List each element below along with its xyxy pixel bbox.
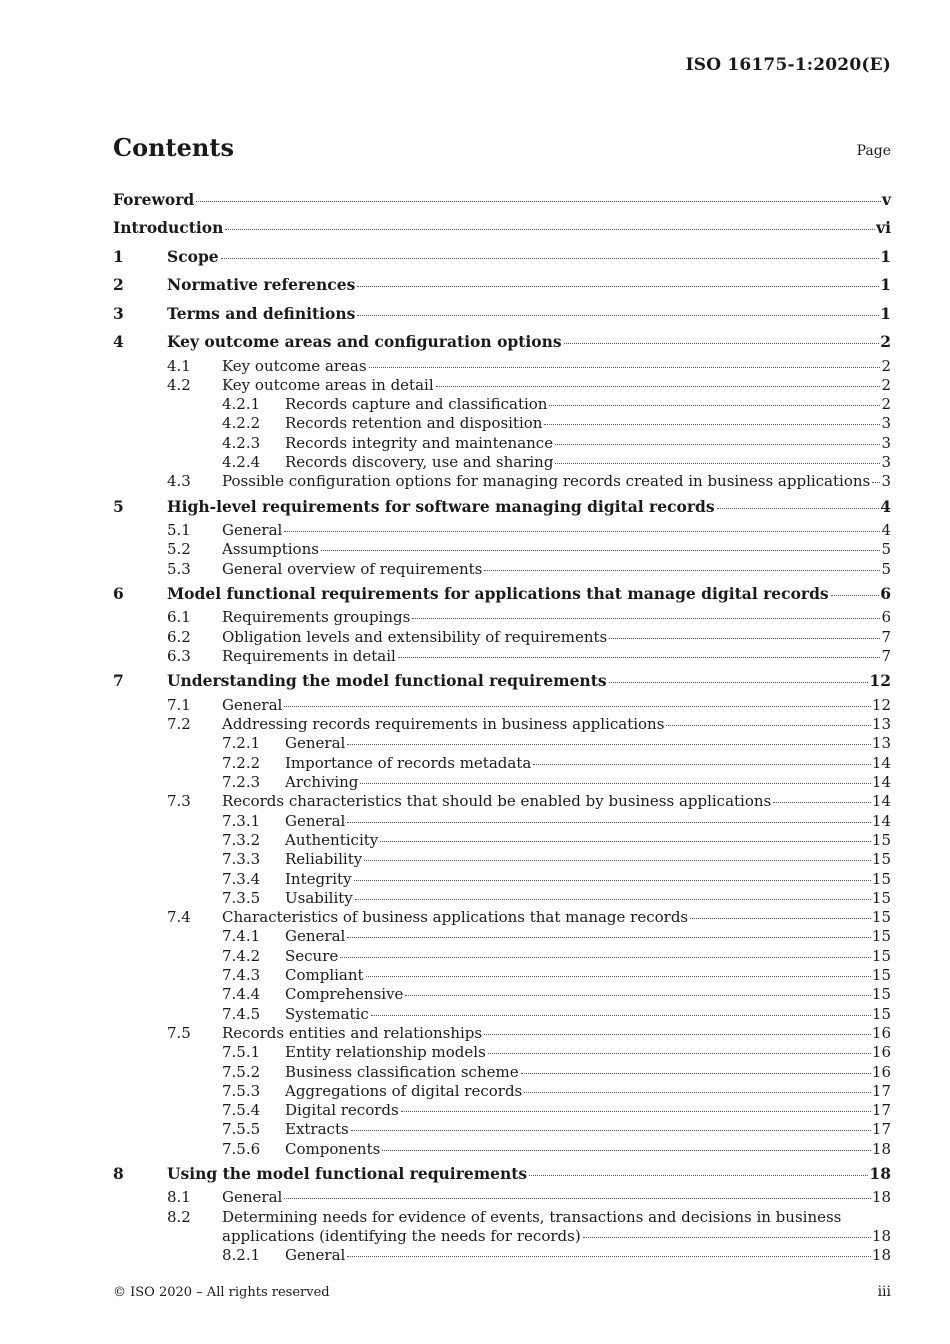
toc-entry-page: 3 — [881, 433, 891, 452]
toc-entry[interactable] — [113, 850, 891, 869]
toc-entry-title-continued: applications (identifying the needs for records) — [222, 1227, 581, 1246]
toc-entry[interactable] — [113, 966, 891, 985]
toc-entry-page: 2 — [881, 375, 891, 394]
dot-leader — [488, 1053, 871, 1054]
toc-entry-page: 1 — [880, 275, 891, 294]
dot-leader — [666, 725, 870, 726]
toc-entry-title: General — [222, 1188, 283, 1207]
toc-entry[interactable] — [113, 696, 891, 715]
toc-entry-title: Terms and definitions — [167, 303, 356, 323]
toc-entry[interactable] — [113, 647, 891, 666]
toc-entry-page: 14 — [871, 753, 891, 772]
dot-leader — [221, 258, 880, 259]
toc-entry-page: 15 — [871, 908, 891, 927]
dot-leader — [529, 1175, 868, 1176]
dot-leader — [412, 618, 880, 619]
dot-leader — [398, 657, 881, 658]
toc-entry[interactable] — [113, 328, 891, 357]
toc-entry-page: v — [881, 190, 891, 209]
toc-entry-page: 15 — [871, 869, 891, 888]
toc-entry-title: Assumptions — [222, 540, 319, 559]
toc-entry-number: 7.5.1 — [222, 1043, 261, 1062]
toc-entry-title: High-level requirements for software managing digital records — [167, 496, 715, 516]
toc-entry[interactable] — [113, 1063, 891, 1082]
toc-entry-page: 5 — [881, 540, 891, 559]
dot-leader — [564, 343, 880, 344]
toc-entry-title: Records characteristics that should be enabled by business applications — [222, 792, 772, 811]
toc-entry[interactable] — [113, 521, 891, 540]
toc-entry-number: 4.2.2 — [222, 414, 261, 433]
toc-entry-page: 3 — [881, 414, 891, 433]
dot-leader — [609, 682, 869, 683]
dot-leader — [521, 1073, 871, 1074]
toc-entry-title: Possible configuration options for managing records created in business applications — [222, 472, 871, 491]
toc-entry[interactable] — [113, 472, 891, 491]
dot-leader — [533, 764, 871, 765]
dot-leader — [401, 1111, 871, 1112]
dot-leader — [555, 444, 880, 445]
dot-leader — [321, 550, 881, 551]
toc-entry-page: 6 — [881, 608, 891, 627]
toc-entry-page: 16 — [871, 1062, 891, 1081]
toc-entry-page: 14 — [871, 792, 891, 811]
dot-leader — [284, 706, 871, 707]
toc-entry-title: Model functional requirements for applications that manage digital records — [167, 583, 829, 603]
toc-entry[interactable] — [113, 453, 891, 472]
toc-entry-number: 7.5.3 — [222, 1081, 261, 1100]
toc-entry-number: 7.5.5 — [222, 1120, 261, 1139]
toc-entry-title: General — [285, 734, 346, 753]
toc-entry-page: 1 — [880, 246, 891, 266]
page-title: Contents — [113, 133, 234, 162]
toc-entry-number: 3 — [113, 303, 124, 323]
dot-leader — [436, 386, 881, 387]
toc-entry-page: 15 — [871, 1004, 891, 1023]
toc-entry-page: 18 — [871, 1188, 891, 1207]
dot-leader — [382, 1150, 871, 1151]
toc-entry-page: 13 — [871, 715, 891, 734]
toc-entry-title: General — [222, 521, 283, 540]
dot-leader — [609, 638, 880, 639]
toc-entry-page: 13 — [871, 734, 891, 753]
toc-entry-page: 3 — [881, 472, 891, 491]
toc-entry-page: 3 — [881, 452, 891, 471]
dot-leader — [555, 463, 880, 464]
toc-entry[interactable] — [113, 243, 891, 272]
toc-entry[interactable] — [113, 493, 891, 522]
toc-entry[interactable] — [113, 1101, 891, 1120]
toc-entry-number: 4.2.3 — [222, 433, 261, 452]
toc-entry-title: Records capture and classification — [285, 395, 548, 414]
toc-entry[interactable] — [113, 271, 891, 300]
toc-entry[interactable] — [113, 831, 891, 850]
toc-entry[interactable] — [113, 792, 891, 811]
dot-leader — [366, 976, 871, 977]
toc-entry-number: 5.2 — [167, 540, 191, 559]
dot-leader — [357, 315, 879, 316]
toc-entry-number: 7.4.5 — [222, 1004, 261, 1023]
toc-entry-number: 7.4.2 — [222, 946, 261, 965]
footer-page-number: iii — [877, 1284, 891, 1300]
toc-entry-number: 8.2 — [167, 1207, 191, 1226]
dot-leader — [549, 405, 880, 406]
toc-entry[interactable] — [113, 628, 891, 647]
toc-entry-number: 7.3.1 — [222, 811, 261, 830]
toc-entry[interactable] — [113, 560, 891, 579]
toc-entry-number: 7.3 — [167, 792, 191, 811]
toc-entry[interactable] — [113, 540, 891, 559]
toc-entry-page: 15 — [871, 946, 891, 965]
toc-entry-title: Aggregations of digital records — [285, 1081, 523, 1100]
toc-entry-page: 5 — [881, 559, 891, 578]
toc-entry-number: 4.2.4 — [222, 452, 261, 471]
toc-entry[interactable] — [113, 667, 891, 696]
toc-entry-title: Records integrity and maintenance — [285, 433, 554, 452]
document-id: ISO 16175-1:2020(E) — [685, 55, 891, 75]
toc-entry-title: Records retention and disposition — [285, 414, 543, 433]
toc-entry-page: 6 — [880, 583, 891, 603]
toc-entry-title: Archiving — [285, 773, 359, 792]
toc-entry[interactable] — [113, 1120, 891, 1139]
toc-entry-page: 18 — [871, 1227, 891, 1246]
dot-leader — [773, 802, 871, 803]
toc-entry-title: Comprehensive — [285, 985, 404, 1004]
toc-entry-page: 18 — [871, 1246, 891, 1265]
toc-entry[interactable] — [113, 947, 891, 966]
toc-entry[interactable] — [113, 754, 891, 773]
toc-entry-title: Obligation levels and extensibility of requirements — [222, 627, 608, 646]
dot-leader — [284, 531, 880, 532]
toc-entry-number: 1 — [113, 246, 124, 266]
toc-entry-title: Business classification scheme — [285, 1062, 519, 1081]
toc-entry-page: 16 — [871, 1023, 891, 1042]
toc-entry[interactable] — [113, 1140, 891, 1159]
toc-entry[interactable] — [113, 414, 891, 433]
page-column-label: Page — [856, 143, 891, 159]
dot-leader — [347, 937, 871, 938]
toc-entry-title: Requirements in detail — [222, 647, 396, 666]
toc-entry-title: Foreword — [113, 190, 195, 209]
toc-entry-page: 15 — [871, 850, 891, 869]
toc-entry-page: 16 — [871, 1043, 891, 1062]
toc-entry-title: Extracts — [285, 1120, 349, 1139]
dot-leader — [351, 1130, 871, 1131]
toc-entry-page: 2 — [880, 332, 891, 351]
dot-leader — [347, 744, 871, 745]
dot-leader — [347, 822, 871, 823]
toc-entry-title: General overview of requirements — [222, 559, 483, 578]
toc-entry-title: General — [285, 811, 346, 830]
toc-entry-number: 7.5.6 — [222, 1139, 261, 1158]
toc-entry-title: Normative references — [167, 275, 356, 294]
toc-entry-number: 8.2.1 — [222, 1246, 261, 1265]
toc-entry-title: Digital records — [285, 1101, 399, 1120]
toc-entry-title: Using the model functional requirements — [167, 1163, 528, 1183]
toc-entry[interactable] — [113, 773, 891, 792]
toc-entry[interactable] — [113, 715, 891, 734]
toc-entry-title: General — [285, 927, 346, 946]
dot-leader — [347, 1256, 871, 1257]
toc-entry-page: 15 — [871, 888, 891, 907]
toc-entry[interactable] — [113, 908, 891, 927]
toc-entry-number: 7.5.4 — [222, 1101, 261, 1120]
toc-entry-number: 7 — [113, 671, 124, 691]
dot-leader — [360, 783, 871, 784]
toc-entry-number: 7.4.4 — [222, 985, 261, 1004]
footer-copyright: © ISO 2020 – All rights reserved — [113, 1285, 330, 1300]
toc-entry[interactable] — [113, 434, 891, 453]
toc-entry-number: 5.3 — [167, 559, 191, 578]
toc-entry-number: 7.3.3 — [222, 850, 261, 869]
toc-entry-page: 15 — [871, 985, 891, 1004]
toc-entry[interactable] — [113, 300, 891, 329]
toc-entry-number: 6 — [113, 583, 124, 603]
toc-entry-title: Key outcome areas — [222, 356, 367, 375]
toc-entry[interactable] — [113, 1160, 891, 1189]
toc-entry-number: 7.4.1 — [222, 927, 261, 946]
toc-entry[interactable] — [113, 186, 891, 214]
dot-leader — [484, 570, 880, 571]
toc-entry[interactable] — [113, 870, 891, 889]
dot-leader — [831, 595, 880, 596]
toc-entry-title: Integrity — [285, 869, 352, 888]
toc-entry-page: 1 — [880, 303, 891, 323]
dot-leader — [583, 1237, 871, 1238]
toc-entry-number: 7.3.5 — [222, 888, 261, 907]
toc-entry-page: vi — [876, 218, 891, 237]
dot-leader — [369, 367, 881, 368]
toc-entry-number: 7.3.2 — [222, 830, 261, 849]
toc-entry-number: 4.2 — [167, 375, 191, 394]
toc-entry-number: 7.3.4 — [222, 869, 261, 888]
toc-entry-page: 4 — [881, 521, 891, 540]
toc-entry-page: 17 — [871, 1101, 891, 1120]
toc-entry-number: 7.2.3 — [222, 773, 261, 792]
toc-entry-page: 7 — [881, 647, 891, 666]
toc-entry-title: Records discovery, use and sharing — [285, 452, 554, 471]
dot-leader — [872, 482, 880, 483]
toc-entry[interactable] — [113, 580, 891, 609]
table-of-contents — [113, 186, 891, 1266]
toc-entry-number: 7.5 — [167, 1023, 191, 1042]
dot-leader — [225, 229, 875, 230]
toc-entry-number: 2 — [113, 275, 124, 294]
toc-entry-number: 7.2.2 — [222, 753, 261, 772]
toc-entry-page: 15 — [871, 927, 891, 946]
dot-leader — [690, 918, 871, 919]
toc-entry-page: 2 — [881, 356, 891, 375]
dot-leader — [357, 286, 879, 287]
toc-entry[interactable] — [113, 1227, 891, 1246]
dot-leader — [405, 995, 870, 996]
toc-entry-title: Systematic — [285, 1004, 369, 1023]
dot-leader — [355, 899, 871, 900]
toc-entry[interactable] — [113, 608, 891, 627]
toc-entry-title: Entity relationship models — [285, 1043, 486, 1062]
toc-entry[interactable] — [113, 734, 891, 753]
toc-entry[interactable] — [113, 1024, 891, 1043]
dot-leader — [544, 424, 880, 425]
toc-entry-title: Addressing records requirements in business applications — [222, 715, 665, 734]
toc-entry-title: Secure — [285, 946, 339, 965]
toc-entry-page: 7 — [881, 627, 891, 646]
toc-entry-number: 4.3 — [167, 472, 191, 491]
toc-entry-number: 8.1 — [167, 1188, 191, 1207]
dot-leader — [364, 860, 871, 861]
toc-entry-number: 7.1 — [167, 695, 191, 714]
toc-entry-page: 12 — [869, 671, 891, 691]
toc-entry[interactable] — [113, 1043, 891, 1062]
toc-entry-number: 4.2.1 — [222, 395, 261, 414]
dot-leader — [354, 880, 871, 881]
toc-entry-number: 6.2 — [167, 627, 191, 646]
toc-entry-title: Scope — [167, 246, 219, 266]
toc-entry-number: 5 — [113, 496, 124, 516]
toc-entry-page: 17 — [871, 1081, 891, 1100]
toc-entry-number: 8 — [113, 1163, 124, 1183]
toc-entry-title: Requirements groupings — [222, 608, 411, 627]
toc-entry-number: 7.2.1 — [222, 734, 261, 753]
toc-entry-title: Key outcome areas and configuration options — [167, 332, 562, 351]
toc-entry-page: 15 — [871, 966, 891, 985]
dot-leader — [524, 1092, 871, 1093]
toc-entry-title: Compliant — [285, 966, 364, 985]
toc-entry-title: Understanding the model functional requirements — [167, 671, 607, 691]
toc-entry-number: 7.2 — [167, 715, 191, 734]
toc-entry[interactable] — [113, 812, 891, 831]
toc-entry-number: 6.1 — [167, 608, 191, 627]
toc-entry-number: 5.1 — [167, 521, 191, 540]
toc-entry[interactable] — [113, 1005, 891, 1024]
toc-entry-number: 4 — [113, 332, 124, 351]
toc-entry-title: Authenticity — [285, 830, 379, 849]
dot-leader — [717, 508, 880, 509]
toc-entry-number: 7.5.2 — [222, 1062, 261, 1081]
dot-leader — [196, 201, 881, 202]
toc-entry[interactable] — [113, 1246, 891, 1265]
toc-entry-page: 2 — [881, 395, 891, 414]
toc-entry-title: Characteristics of business applications that manage records — [222, 908, 689, 927]
toc-entry-page: 4 — [880, 496, 891, 516]
toc-entry-page: 14 — [871, 773, 891, 792]
toc-entry-title: Reliability — [285, 850, 363, 869]
toc-entry-title: Records entities and relationships — [222, 1023, 483, 1042]
toc-entry-title: Introduction — [113, 218, 224, 237]
toc-entry-number: 7.4 — [167, 908, 191, 927]
toc-entry[interactable] — [113, 1208, 891, 1227]
toc-entry[interactable] — [113, 214, 891, 243]
toc-entry[interactable] — [113, 376, 891, 395]
dot-leader — [340, 957, 871, 958]
dot-leader — [380, 841, 871, 842]
toc-entry-page: 18 — [871, 1139, 891, 1158]
toc-entry[interactable] — [113, 985, 891, 1004]
toc-entry[interactable] — [113, 927, 891, 946]
toc-entry-title: Determining needs for evidence of events, transactions and decisions in business — [222, 1207, 842, 1226]
toc-entry-page: 15 — [871, 830, 891, 849]
toc-entry-page: 18 — [869, 1163, 891, 1183]
toc-entry-page: 12 — [871, 695, 891, 714]
dot-leader — [284, 1198, 871, 1199]
toc-entry-number: 7.4.3 — [222, 966, 261, 985]
dot-leader — [371, 1015, 871, 1016]
toc-entry-title: Key outcome areas in detail — [222, 375, 434, 394]
toc-entry-number: 4.1 — [167, 356, 191, 375]
toc-entry-page: 14 — [871, 811, 891, 830]
toc-entry[interactable] — [113, 357, 891, 376]
toc-entry-title: Importance of records metadata — [285, 753, 532, 772]
toc-entry[interactable] — [113, 889, 891, 908]
toc-entry[interactable] — [113, 395, 891, 414]
toc-entry-page: 17 — [871, 1120, 891, 1139]
toc-entry-title: Usability — [285, 888, 353, 907]
toc-entry-title: General — [222, 695, 283, 714]
toc-entry[interactable] — [113, 1188, 891, 1207]
toc-entry[interactable] — [113, 1082, 891, 1101]
toc-entry-number: 6.3 — [167, 647, 191, 666]
toc-entry-title: General — [285, 1246, 346, 1265]
toc-entry-title: Components — [285, 1139, 381, 1158]
dot-leader — [484, 1034, 871, 1035]
